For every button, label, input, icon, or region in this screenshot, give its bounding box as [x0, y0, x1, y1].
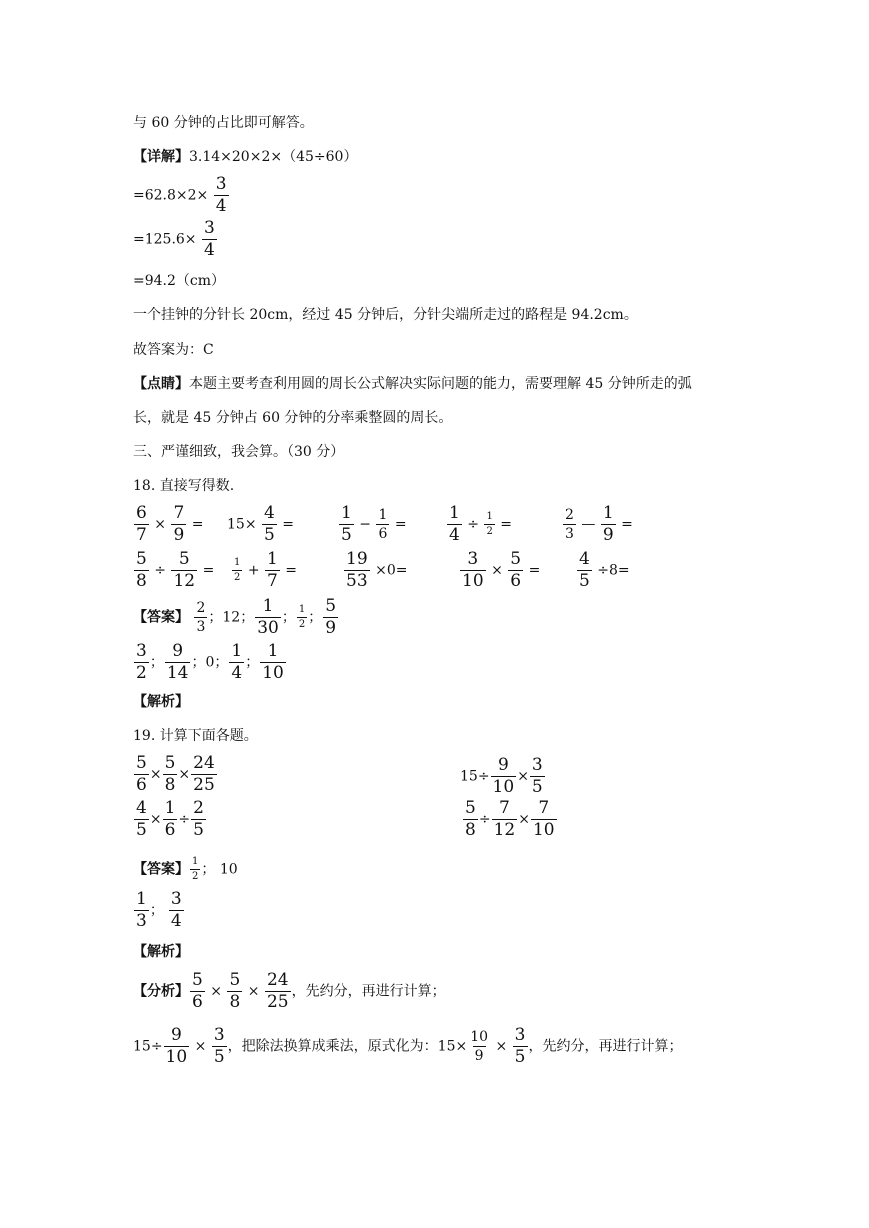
- numerator: 5: [136, 753, 147, 773]
- numerator: 1: [267, 549, 278, 569]
- divide-sign: ÷: [178, 811, 191, 828]
- numerator: 1: [164, 798, 176, 818]
- denominator: 5: [193, 820, 204, 840]
- fraction-5-9: [323, 598, 338, 637]
- numerator: 1: [449, 503, 460, 523]
- denominator: 2: [486, 526, 493, 537]
- step-1-text: =62.8×2×: [133, 187, 209, 204]
- denominator: 6: [164, 820, 176, 840]
- intro-line: 与 60 分钟的占比即可解答。: [133, 115, 314, 131]
- times-sign: ×: [149, 811, 162, 828]
- denominator: 2: [234, 572, 241, 583]
- numerator: 9: [170, 1025, 182, 1045]
- fraction-5-12: [171, 551, 197, 590]
- fraction-1-9: [601, 505, 616, 544]
- denominator: 2: [298, 619, 306, 630]
- denominator: 5: [213, 1047, 225, 1067]
- item-5-suffix: ÷8=: [597, 562, 630, 579]
- item-3-suffix: ×0=: [375, 562, 408, 579]
- denominator: 4: [204, 240, 215, 260]
- q18-answer-line-1: [133, 598, 339, 637]
- note-line-2: 长，就是 45 分钟占 60 分钟的分率乘整圆的周长。: [133, 410, 453, 426]
- fraction-10-9: [468, 1030, 490, 1063]
- fraction-2-3: [194, 601, 207, 634]
- fraction-3-10: [460, 551, 486, 590]
- note-line-1: [133, 377, 692, 391]
- fraction-1-4: [447, 505, 462, 544]
- equals-sign: =: [285, 562, 298, 579]
- fraction-5-8: [163, 755, 178, 794]
- numerator: 2: [193, 798, 204, 818]
- denominator: 3: [565, 526, 574, 542]
- numerator: 5: [229, 970, 241, 990]
- denominator: 5: [341, 525, 352, 545]
- fraction-1-10: [260, 643, 286, 682]
- denominator: 6: [510, 571, 522, 591]
- q18-r1-item-1: [133, 505, 203, 544]
- times-sign: ×: [149, 766, 162, 783]
- numerator: 1: [602, 503, 614, 523]
- denominator: 10: [462, 571, 484, 591]
- fraction-5-6: [190, 972, 205, 1011]
- fraction-3-5: [513, 1027, 528, 1066]
- fraction-1-30: [255, 598, 281, 637]
- denominator: 5: [579, 571, 590, 591]
- numerator: 3: [170, 889, 182, 909]
- denominator: 8: [465, 820, 476, 840]
- detail-line: [133, 150, 357, 164]
- fraction-1-2: [232, 558, 242, 583]
- numerator: 5: [164, 753, 176, 773]
- denominator: 5: [531, 777, 543, 797]
- fraction-5-8: [227, 972, 242, 1011]
- answer-separator: ；: [149, 654, 164, 671]
- fraction-19-53: [344, 551, 370, 590]
- fenxi-text-1: ，先约分，再进行计算；: [291, 983, 446, 1000]
- fraction-9-10: [491, 757, 517, 796]
- q19-item-2: [460, 757, 546, 796]
- q19-answer-line-2: [133, 891, 185, 930]
- numerator: 5: [465, 798, 476, 818]
- q18-r1-item-4: [446, 505, 512, 544]
- divide-sign: ÷: [467, 516, 480, 533]
- fraction-5-6: [134, 755, 149, 794]
- numerator: 24: [193, 753, 215, 773]
- answer-separator: ；12；: [208, 609, 255, 626]
- denominator: 8: [164, 775, 176, 795]
- numerator: 10: [470, 1029, 489, 1045]
- denominator: 4: [231, 663, 243, 683]
- numerator: 7: [538, 798, 550, 818]
- numerator: 5: [178, 549, 190, 569]
- numerator: 1: [341, 503, 352, 523]
- denominator: 5: [136, 820, 147, 840]
- denominator: 5: [514, 1047, 526, 1067]
- denominator: 6: [378, 526, 388, 542]
- denominator: 5: [264, 525, 275, 545]
- answer-separator: ；: [281, 609, 296, 626]
- q19-fenxi-line-1: [133, 972, 446, 1011]
- q18-r2-item-2: [231, 551, 297, 590]
- fraction-4-5: [134, 800, 149, 839]
- numerator: 2: [196, 600, 206, 616]
- q18-r2-item-5: [576, 551, 630, 590]
- numerator: 3: [136, 641, 147, 661]
- fenxi-2-middle: ，把除法换算成乘法，原式化为：15×: [227, 1038, 468, 1055]
- denominator: 9: [325, 618, 337, 638]
- denominator: 4: [449, 525, 460, 545]
- fraction-24-25: [191, 755, 217, 794]
- numerator: 3: [514, 1025, 526, 1045]
- q19-analysis-tag: 【解析】: [133, 944, 189, 960]
- denominator: 53: [346, 571, 368, 591]
- denominator: 6: [136, 775, 147, 795]
- numerator: 5: [192, 970, 203, 990]
- denominator: 8: [136, 571, 147, 591]
- denominator: 4: [170, 911, 182, 931]
- fraction-2-3: [563, 508, 576, 541]
- times-sign: ×: [518, 811, 530, 828]
- denominator: 25: [266, 992, 289, 1012]
- numerator: 3: [531, 755, 543, 775]
- denominator: 9: [602, 525, 614, 545]
- equals-sign: =: [500, 516, 513, 533]
- numerator: 19: [346, 549, 368, 569]
- fraction-9-10: [164, 1027, 190, 1066]
- equals-sign: =: [191, 516, 204, 533]
- answer-separator: ；: [308, 609, 323, 626]
- denominator: 9: [173, 525, 185, 545]
- numerator: 1: [298, 604, 306, 615]
- numerator: 3: [215, 174, 227, 194]
- numerator: 2: [565, 507, 574, 523]
- q19-item-1: [133, 755, 218, 794]
- q18-r2-item-4: [459, 551, 540, 590]
- denominator: 10: [492, 777, 515, 797]
- fraction-4-5: [577, 551, 592, 590]
- q19-title: 19. 计算下面各题。: [133, 728, 258, 744]
- detail-tag: 【详解】: [133, 149, 189, 165]
- q18-r2-item-1: [133, 551, 214, 590]
- q18-r2-item-3: [343, 551, 407, 590]
- fraction-1-2: [484, 512, 494, 537]
- answer-tag: 【答案】: [133, 861, 189, 878]
- times-sign: ×: [178, 766, 191, 783]
- numerator: 1: [192, 856, 199, 867]
- numerator: 24: [266, 970, 289, 990]
- numerator: 5: [510, 549, 522, 569]
- numerator: 9: [497, 755, 509, 775]
- divide-sign: ÷: [478, 811, 491, 828]
- denominator: 12: [493, 820, 516, 840]
- times-sign: ×: [210, 983, 223, 1000]
- times-sign: ×: [194, 1038, 207, 1055]
- fraction-2-5: [191, 800, 206, 839]
- note-tag: 【点睛】: [133, 376, 189, 392]
- detail-step-2: [133, 220, 218, 259]
- fraction-5-8: [134, 551, 149, 590]
- answer-separator: ；: [149, 902, 164, 919]
- numerator: 1: [231, 641, 243, 661]
- minus-sign: −: [359, 516, 372, 533]
- fraction-1-2: [190, 857, 200, 882]
- item-2-prefix: 15×: [227, 516, 257, 533]
- denominator: 10: [262, 663, 284, 683]
- fraction-1-6: [163, 800, 178, 839]
- denominator: 7: [267, 571, 278, 591]
- note-text-1: 本题主要考查利用圆的周长公式解决实际问题的能力，需要理解 45 分钟所走的弧: [189, 376, 692, 392]
- numerator: 1: [136, 889, 147, 909]
- answer-separator: ；: [245, 654, 260, 671]
- q19-fenxi-line-2: [133, 1027, 683, 1066]
- numerator: 6: [136, 503, 147, 523]
- fraction-7-9: [171, 505, 186, 544]
- numerator: 4: [136, 798, 147, 818]
- q19-answer-line-1: [133, 857, 238, 882]
- q19-item-3: [133, 800, 207, 839]
- equals-sign: =: [282, 516, 295, 533]
- denominator: 12: [173, 571, 196, 591]
- q18-r1-item-3: [338, 505, 407, 544]
- fenxi-tag: 【分析】: [133, 983, 189, 1000]
- detail-step-3: =94.2（cm）: [133, 273, 226, 289]
- step-2-text: =125.6×: [133, 231, 197, 248]
- denominator: 2: [136, 663, 147, 683]
- fenxi-2-prefix: 15÷: [133, 1038, 163, 1055]
- numerator: 3: [204, 218, 215, 238]
- answer-separator: ；0；: [191, 654, 229, 671]
- numerator: 5: [136, 549, 147, 569]
- fraction-4-5: [262, 505, 277, 544]
- q19-item-4: [462, 800, 558, 839]
- detail-expression: 3.14×20×2×（45÷60）: [189, 149, 358, 165]
- fraction-3-4: [214, 176, 229, 215]
- fraction-3-4: [169, 891, 184, 930]
- fenxi-2-suffix: ，先约分，再进行计算；: [528, 1038, 683, 1055]
- q18-analysis-tag: 【解析】: [133, 694, 189, 710]
- fraction-24-25: [265, 972, 291, 1011]
- numerator: 9: [172, 641, 184, 661]
- numerator: 4: [264, 503, 275, 523]
- answer-value: ； 10: [201, 861, 238, 878]
- equals-sign: =: [202, 562, 215, 579]
- fraction-7-12: [492, 800, 518, 839]
- fraction-6-7: [134, 505, 149, 544]
- numerator: 7: [173, 503, 185, 523]
- answer-tag: 【答案】: [133, 609, 189, 626]
- divide-sign: ÷: [154, 562, 167, 579]
- denominator: 9: [474, 1048, 484, 1064]
- numerator: 1: [262, 596, 274, 616]
- detail-conclusion: 一个挂钟的分针长 20cm，经过 45 分钟后，分针尖端所走过的路程是 94.2cm。: [133, 307, 638, 323]
- denominator: 10: [165, 1047, 188, 1067]
- denominator: 25: [193, 775, 215, 795]
- denominator: 2: [192, 871, 199, 882]
- equals-sign: =: [528, 562, 541, 579]
- fraction-3-2: [134, 643, 149, 682]
- denominator: 7: [136, 525, 147, 545]
- detail-step-1: [133, 176, 230, 215]
- q18-r1-item-5: [562, 505, 633, 544]
- times-sign: ×: [154, 516, 167, 533]
- fraction-3-4: [202, 220, 217, 259]
- fraction-1-7: [265, 551, 280, 590]
- section-3-title: 三、严谨细致，我会算。（30 分）: [133, 444, 345, 460]
- denominator: 4: [215, 196, 227, 216]
- fraction-7-10: [531, 800, 557, 839]
- denominator: 3: [196, 619, 206, 635]
- detail-answer: 故答案为：C: [133, 342, 214, 358]
- q18-title: 18. 直接写得数.: [133, 478, 235, 494]
- fraction-9-14: [165, 643, 191, 682]
- numerator: 1: [378, 507, 388, 523]
- fraction-1-4: [229, 643, 244, 682]
- times-sign: ×: [491, 562, 503, 579]
- times-sign: ×: [495, 1038, 508, 1055]
- denominator: 6: [192, 992, 203, 1012]
- minus-sign: —: [581, 516, 596, 533]
- denominator: 14: [166, 663, 189, 683]
- fraction-1-5: [339, 505, 354, 544]
- numerator: 7: [498, 798, 510, 818]
- item-2-prefix: 15÷: [460, 768, 490, 785]
- q18-answer-line-2: [133, 643, 287, 682]
- numerator: 5: [325, 596, 337, 616]
- denominator: 30: [257, 618, 279, 638]
- q18-r1-item-2: [227, 505, 294, 544]
- numerator: 4: [579, 549, 590, 569]
- numerator: 3: [213, 1025, 225, 1045]
- fraction-3-5: [530, 757, 545, 796]
- fraction-1-2: [297, 605, 307, 630]
- denominator: 10: [532, 820, 555, 840]
- plus-sign: +: [247, 562, 260, 579]
- equals-sign: =: [394, 516, 407, 533]
- fraction-1-6: [376, 508, 389, 541]
- times-sign: ×: [517, 768, 529, 785]
- numerator: 1: [486, 511, 493, 522]
- numerator: 1: [267, 641, 279, 661]
- numerator: 3: [467, 549, 479, 569]
- fraction-1-3: [134, 891, 149, 930]
- numerator: 1: [234, 557, 241, 568]
- fraction-5-6: [508, 551, 523, 590]
- times-sign: ×: [247, 983, 260, 1000]
- denominator: 3: [136, 911, 147, 931]
- fraction-5-8: [463, 800, 478, 839]
- denominator: 8: [229, 992, 241, 1012]
- equals-sign: =: [621, 516, 633, 533]
- fraction-3-5: [212, 1027, 227, 1066]
